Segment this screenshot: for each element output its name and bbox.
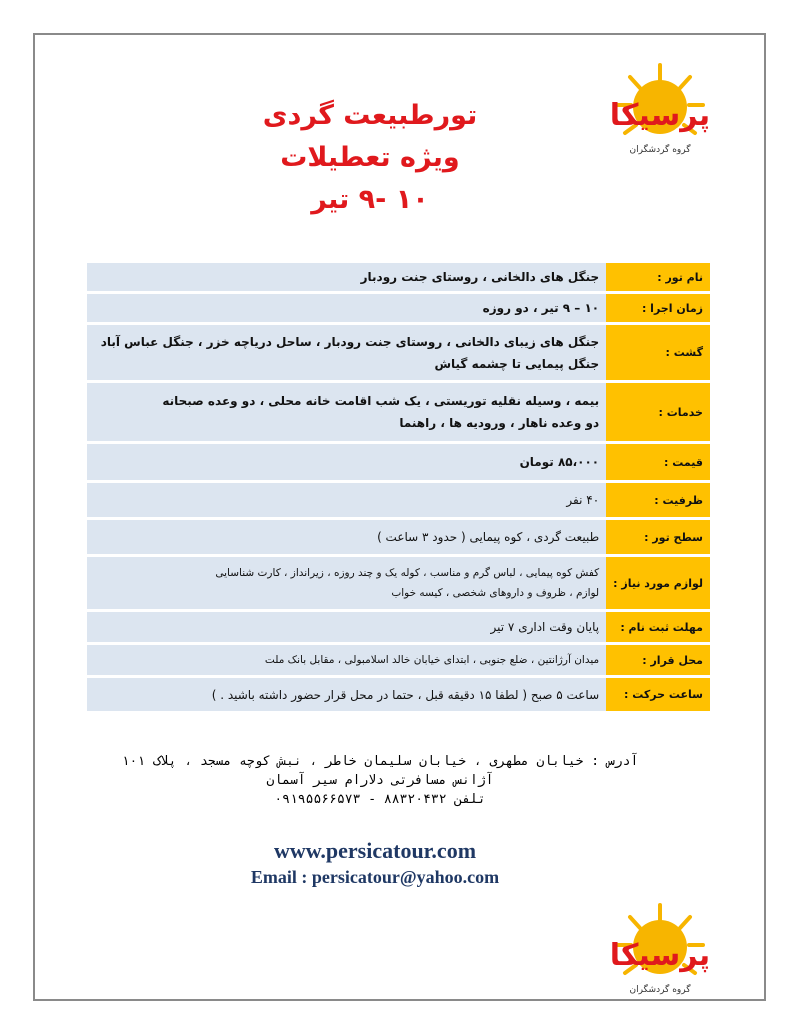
logo-brand-text: پرسیکا [609,98,711,133]
row-value: طبیعت گردی ، کوه پیمایی ( حدود ۳ ساعت ) [87,520,606,554]
logo-brand-text: پرسیکا [609,938,711,973]
row-value: ۴۰ نفر [87,483,606,517]
row-value: جنگل های زیبای دالخانی ، روستای جنت رودبار ، ساحل دریاچه خزر ، جنگل عباس آباد جنگل پیمایی تا چشمه گیاش [87,325,606,380]
table-row [87,483,710,517]
row-label: نام تور : [606,263,710,291]
sun-logo-icon [605,55,715,165]
row-label: محل قرار : [606,645,710,675]
row-value: ۸۵،۰۰۰ تومان [87,444,606,480]
row-value: ۱۰ – ۹ تیر ، دو روزه [87,294,606,322]
phone-text: تلفن ۸۸۳۲۰۴۳۲ - ۰۹۱۹۵۵۶۶۵۷۳ [274,792,486,807]
row-value: بیمه ، وسیله نقلیه توریستی ، یک شب اقامت خانه محلی ، دو وعده صبحانه دو وعده ناهار ، ورودیه ها ، راهنما [87,383,606,441]
tour-title [230,95,510,221]
row-value: ساعت ۵ صبح ( لطفا ۱۵ دقیقه قبل ، حتما در محل قرار حضور داشته باشید . ) [87,678,606,711]
row-value: میدان آرژانتین ، ضلع جنوبی ، ابتدای خیابان خالد اسلامبولی ، مقابل بانک ملت [87,645,606,675]
table-row [87,557,710,609]
persica-logo-top [605,55,715,165]
persica-logo-bottom [605,895,715,1005]
table-row [87,294,710,322]
logo-tagline: گروه گردشگران [629,985,691,995]
row-value: جنگل های دالخانی ، روستای جنت رودبار [87,263,606,291]
address-text: آدرس : خیابان مطهری ، خیابان سلیمان خاطر ، نبش کوچه مسجد ، پلاک ۱۰۱ [121,754,639,769]
email-link[interactable]: Email : persicatour@yahoo.com [250,867,500,887]
agency-name: آژانس مسافرتی دلارام سیر آسمان [266,773,494,788]
table-row [87,383,710,441]
row-label: ساعت حرکت : [606,678,710,711]
table-row [87,444,710,480]
row-label: قیمت : [606,444,710,480]
row-label: سطح تور : [606,520,710,554]
table-row [87,645,710,675]
logo-tagline: گروه گردشگران [629,145,691,155]
contact-block [55,752,705,809]
tour-info-table [87,260,710,714]
row-label: مهلت ثبت نام : [606,612,710,642]
table-row [87,263,710,291]
table-row [87,325,710,380]
title-line-2: ویژه تعطیلات [280,142,460,173]
row-label: خدمات : [606,383,710,441]
row-label: زمان اجرا : [606,294,710,322]
row-label: ظرفیت : [606,483,710,517]
title-line-3: ۱۰ -۹ تیر [311,184,429,215]
row-label: لوازم مورد نیاز : [606,557,710,609]
website-link[interactable]: www.persicatour.com [273,838,477,863]
sun-logo-icon [605,895,715,1005]
table-row [87,678,710,711]
title-line-1: تورطبیعت گردی [262,100,478,131]
table-row [87,612,710,642]
row-label: گشت : [606,325,710,380]
row-value: کفش کوه پیمایی ، لباس گرم و مناسب ، کوله یک و چند روزه ، زیرانداز ، کارت شناسایی لوازم ، ظروف و داروهای شخصی ، کیسه خواب [87,557,606,609]
row-value: پایان وقت اداری ۷ تیر [87,612,606,642]
table-row [87,520,710,554]
